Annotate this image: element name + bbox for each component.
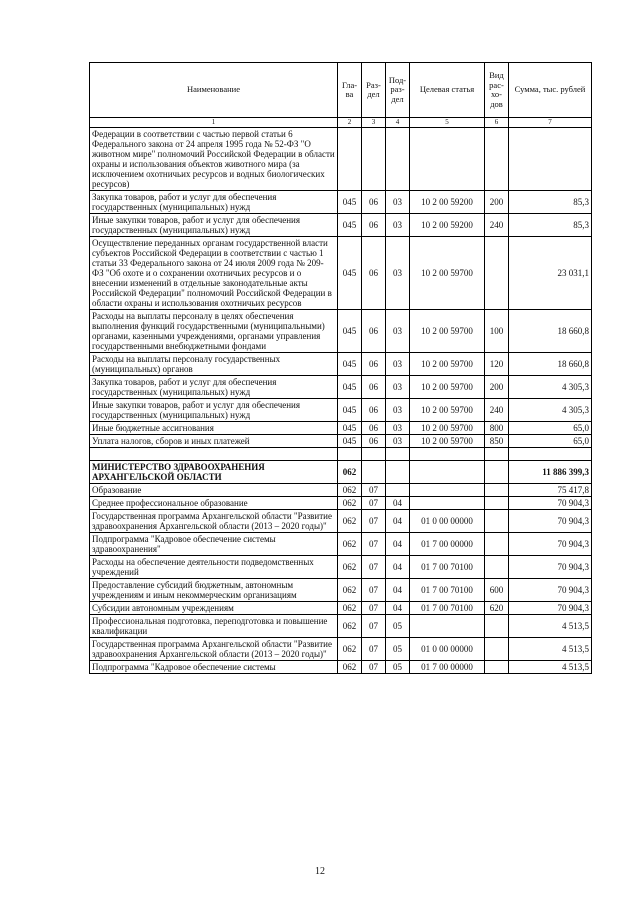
row-sum: 4 513,5	[509, 615, 592, 638]
row-vid	[485, 615, 509, 638]
row-sum: 4 305,3	[509, 376, 592, 399]
column-number-row	[90, 118, 592, 128]
column-number: 3	[362, 118, 386, 128]
row-sum	[509, 128, 592, 191]
table-row	[90, 602, 592, 615]
row-vid: 240	[485, 214, 509, 237]
table-header-row	[90, 63, 592, 118]
row-vid	[485, 461, 509, 484]
table-row	[90, 579, 592, 602]
row-podrazdel: 03	[386, 310, 410, 353]
row-glava: 062	[338, 661, 362, 674]
row-vid	[485, 237, 509, 310]
column-number: 1	[90, 118, 338, 128]
row-glava: 062	[338, 484, 362, 497]
table-row	[90, 399, 592, 422]
row-sum: 65,0	[509, 435, 592, 448]
row-name: Расходы на выплаты персоналу государственных (муниципальных) органов	[90, 353, 338, 376]
table-row	[90, 191, 592, 214]
spacer-row	[90, 448, 592, 461]
header-podrazdel: Под-раз-дел	[386, 63, 410, 118]
table-row	[90, 461, 592, 484]
row-name: Расходы на выплаты персоналу в целях обеспечения выполнения функций государственными (муниципальными) органами, казенными учреждениями, органами управления государственными внебюджетными фондами	[90, 310, 338, 353]
row-target	[410, 128, 485, 191]
page-number: 12	[315, 866, 325, 877]
row-podrazdel: 03	[386, 376, 410, 399]
row-target: 01 7 00 70100	[410, 579, 485, 602]
column-number: 7	[509, 118, 592, 128]
row-name: Государственная программа Архангельской области "Развитие здравоохранения Архангельской области (2013 – 2020 годы)"	[90, 638, 338, 661]
table-row	[90, 310, 592, 353]
table-row	[90, 214, 592, 237]
row-name: Закупка товаров, работ и услуг для обеспечения государственных (муниципальных) нужд	[90, 191, 338, 214]
table-row	[90, 484, 592, 497]
row-target: 01 7 00 70100	[410, 556, 485, 579]
row-razdel: 07	[362, 556, 386, 579]
row-razdel: 06	[362, 353, 386, 376]
row-vid	[485, 638, 509, 661]
row-razdel: 06	[362, 310, 386, 353]
row-name: Иные закупки товаров, работ и услуг для обеспечения государственных (муниципальных) нужд	[90, 214, 338, 237]
row-sum: 70 904,3	[509, 497, 592, 510]
header-vid: Вид рас-хо-дов	[485, 63, 509, 118]
row-sum: 85,3	[509, 191, 592, 214]
row-podrazdel: 04	[386, 579, 410, 602]
row-glava: 045	[338, 399, 362, 422]
row-podrazdel: 03	[386, 435, 410, 448]
row-vid: 850	[485, 435, 509, 448]
row-razdel: 07	[362, 602, 386, 615]
row-podrazdel: 04	[386, 497, 410, 510]
row-podrazdel: 04	[386, 602, 410, 615]
row-vid: 600	[485, 579, 509, 602]
row-razdel: 06	[362, 399, 386, 422]
row-target: 10 2 00 59700	[410, 435, 485, 448]
row-target: 01 7 00 70100	[410, 602, 485, 615]
row-podrazdel: 03	[386, 422, 410, 435]
row-podrazdel: 03	[386, 399, 410, 422]
row-podrazdel: 05	[386, 638, 410, 661]
header-razdel: Раз-дел	[362, 63, 386, 118]
row-vid: 800	[485, 422, 509, 435]
row-target: 10 2 00 59700	[410, 399, 485, 422]
table-row	[90, 353, 592, 376]
column-number: 2	[338, 118, 362, 128]
column-number: 4	[386, 118, 410, 128]
row-name: Субсидии автономным учреждениям	[90, 602, 338, 615]
row-name: Предоставление субсидий бюджетным, автономным учреждениям и иным некоммерческим организациям	[90, 579, 338, 602]
row-vid	[485, 128, 509, 191]
table-row	[90, 422, 592, 435]
row-sum: 70 904,3	[509, 579, 592, 602]
row-sum: 65,0	[509, 422, 592, 435]
row-name: МИНИСТЕРСТВО ЗДРАВООХРАНЕНИЯ АРХАНГЕЛЬСКОЙ ОБЛАСТИ	[90, 461, 338, 484]
row-glava: 045	[338, 353, 362, 376]
spacer-cell	[338, 448, 362, 461]
row-name: Иные закупки товаров, работ и услуг для обеспечения государственных (муниципальных) нужд	[90, 399, 338, 422]
row-target: 10 2 00 59700	[410, 376, 485, 399]
row-target: 10 2 00 59700	[410, 353, 485, 376]
row-vid: 100	[485, 310, 509, 353]
row-target: 01 7 00 00000	[410, 533, 485, 556]
row-glava: 045	[338, 237, 362, 310]
spacer-cell	[362, 448, 386, 461]
table-row	[90, 638, 592, 661]
row-glava: 062	[338, 497, 362, 510]
row-razdel: 07	[362, 638, 386, 661]
row-razdel: 06	[362, 435, 386, 448]
row-target	[410, 497, 485, 510]
row-glava: 062	[338, 615, 362, 638]
row-sum: 70 904,3	[509, 602, 592, 615]
row-glava: 062	[338, 533, 362, 556]
row-name: Среднее профессиональное образование	[90, 497, 338, 510]
row-vid	[485, 510, 509, 533]
row-podrazdel: 05	[386, 661, 410, 674]
row-glava: 045	[338, 191, 362, 214]
row-podrazdel	[386, 461, 410, 484]
row-sum: 75 417,8	[509, 484, 592, 497]
row-glava: 062	[338, 638, 362, 661]
table-row	[90, 497, 592, 510]
table-row	[90, 435, 592, 448]
row-target: 10 2 00 59700	[410, 422, 485, 435]
table-row	[90, 376, 592, 399]
row-vid	[485, 484, 509, 497]
row-podrazdel: 04	[386, 510, 410, 533]
table-row	[90, 533, 592, 556]
row-razdel: 07	[362, 579, 386, 602]
table-row	[90, 615, 592, 638]
row-sum: 18 660,8	[509, 353, 592, 376]
row-podrazdel: 04	[386, 556, 410, 579]
row-razdel: 06	[362, 376, 386, 399]
row-glava: 062	[338, 510, 362, 533]
row-vid	[485, 661, 509, 674]
row-target	[410, 484, 485, 497]
row-target: 01 7 00 00000	[410, 661, 485, 674]
row-name: Образование	[90, 484, 338, 497]
row-razdel: 07	[362, 615, 386, 638]
row-sum: 11 886 399,3	[509, 461, 592, 484]
row-razdel: 07	[362, 484, 386, 497]
row-name: Иные бюджетные ассигнования	[90, 422, 338, 435]
header-target: Целевая статья	[410, 63, 485, 118]
row-target: 10 2 00 59700	[410, 310, 485, 353]
row-name: Профессиональная подготовка, переподготовка и повышение квалификации	[90, 615, 338, 638]
spacer-cell	[485, 448, 509, 461]
row-glava: 045	[338, 310, 362, 353]
row-razdel: 06	[362, 214, 386, 237]
row-vid	[485, 533, 509, 556]
row-name: Осуществление переданных органам государственной власти субъектов Российской Федерации в соответствии с частью 1 статьи 33 Федерального закона от 24 июля 2009 года № 209-ФЗ "Об охоте и о сохранении охотничьих ресурсов и о внесении изменений в отдельные законодательные акты Российской Федерации" полномочий Российской Федерации в области охраны и использования охотничьих ресурсов	[90, 237, 338, 310]
row-podrazdel: 04	[386, 533, 410, 556]
row-razdel: 06	[362, 191, 386, 214]
row-glava: 045	[338, 422, 362, 435]
row-razdel: 07	[362, 533, 386, 556]
row-podrazdel: 03	[386, 237, 410, 310]
row-name: Подпрограмма "Кадровое обеспечение системы здравоохранения"	[90, 533, 338, 556]
table-row	[90, 128, 592, 191]
row-glava: 062	[338, 579, 362, 602]
row-name: Расходы на обеспечение деятельности подведомственных учреждений	[90, 556, 338, 579]
row-vid: 240	[485, 399, 509, 422]
column-number: 5	[410, 118, 485, 128]
row-glava: 062	[338, 602, 362, 615]
row-razdel: 07	[362, 497, 386, 510]
row-sum: 4 513,5	[509, 661, 592, 674]
row-sum: 4 305,3	[509, 399, 592, 422]
spacer-cell	[90, 448, 338, 461]
row-razdel: 07	[362, 661, 386, 674]
row-vid: 200	[485, 376, 509, 399]
row-podrazdel: 03	[386, 191, 410, 214]
row-glava	[338, 128, 362, 191]
header-glava: Гла-ва	[338, 63, 362, 118]
table-row	[90, 510, 592, 533]
spacer-cell	[386, 448, 410, 461]
row-razdel	[362, 128, 386, 191]
row-vid: 120	[485, 353, 509, 376]
row-podrazdel: 05	[386, 615, 410, 638]
row-sum: 70 904,3	[509, 510, 592, 533]
row-sum: 23 031,1	[509, 237, 592, 310]
row-vid	[485, 556, 509, 579]
row-podrazdel	[386, 484, 410, 497]
row-target	[410, 461, 485, 484]
column-number: 6	[485, 118, 509, 128]
row-target: 01 0 00 00000	[410, 510, 485, 533]
row-razdel	[362, 461, 386, 484]
row-name: Уплата налогов, сборов и иных платежей	[90, 435, 338, 448]
row-sum: 4 513,5	[509, 638, 592, 661]
row-vid	[485, 497, 509, 510]
row-vid: 200	[485, 191, 509, 214]
row-name: Подпрограмма "Кадровое обеспечение системы	[90, 661, 338, 674]
header-name: Наименование	[90, 63, 338, 118]
table-row	[90, 661, 592, 674]
row-target: 10 2 00 59200	[410, 191, 485, 214]
row-target: 10 2 00 59200	[410, 214, 485, 237]
row-name: Федерации в соответствии с частью первой статьи 6 Федерального закона от 24 апреля 1995 года № 52-ФЗ "О животном мире" полномочий Российской Федерации в области охраны и использования объектов животного мира (за исключением охотничьих ресурсов и водных биологических ресурсов)	[90, 128, 338, 191]
row-name: Закупка товаров, работ и услуг для обеспечения государственных (муниципальных) нужд	[90, 376, 338, 399]
row-name: Государственная программа Архангельской области "Развитие здравоохранения Архангельской области (2013 – 2020 годы)"	[90, 510, 338, 533]
table-row	[90, 237, 592, 310]
spacer-cell	[410, 448, 485, 461]
row-sum: 18 660,8	[509, 310, 592, 353]
budget-table	[89, 62, 592, 674]
row-sum: 70 904,3	[509, 556, 592, 579]
row-glava: 062	[338, 461, 362, 484]
row-podrazdel	[386, 128, 410, 191]
row-target	[410, 615, 485, 638]
row-razdel: 06	[362, 237, 386, 310]
row-glava: 045	[338, 376, 362, 399]
row-podrazdel: 03	[386, 214, 410, 237]
row-razdel: 07	[362, 510, 386, 533]
row-target: 01 0 00 00000	[410, 638, 485, 661]
row-glava: 045	[338, 435, 362, 448]
header-sum: Сумма, тыс. рублей	[509, 63, 592, 118]
row-sum: 85,3	[509, 214, 592, 237]
row-sum: 70 904,3	[509, 533, 592, 556]
row-podrazdel: 03	[386, 353, 410, 376]
row-glava: 062	[338, 556, 362, 579]
spacer-cell	[509, 448, 592, 461]
row-target: 10 2 00 59700	[410, 237, 485, 310]
table-row	[90, 556, 592, 579]
row-vid: 620	[485, 602, 509, 615]
row-razdel: 06	[362, 422, 386, 435]
row-glava: 045	[338, 214, 362, 237]
